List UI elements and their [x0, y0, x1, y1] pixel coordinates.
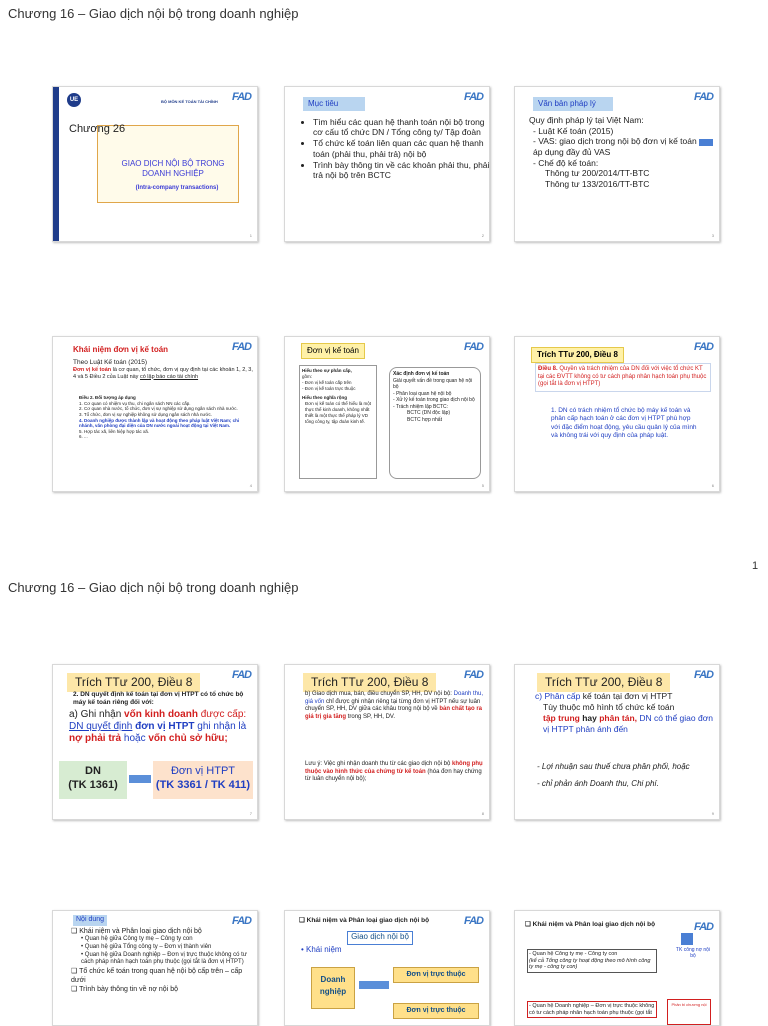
slide-2	[284, 86, 490, 242]
slide-number: 1	[249, 233, 252, 238]
slide-title: Khái niệm đơn vị kế toán	[73, 345, 169, 354]
fad-logo: FAD	[232, 341, 251, 353]
option-item: - Lợi nhuận sau thuế chưa phân phối, hoặc	[537, 762, 690, 771]
determine-sub: BCTC (DN độc lập)	[407, 410, 451, 416]
arrow-right-icon	[699, 139, 713, 146]
article-item: 5. Hợp tác xã, liên hiệp hợp tác xã.	[79, 428, 149, 434]
vas-result: áp dụng đầy đủ VAS	[533, 146, 611, 157]
slide-number: 7	[249, 811, 252, 816]
slide-1	[52, 86, 258, 242]
contents-item: • Quan hệ giữa Công ty mẹ – Công ty con	[81, 936, 193, 943]
objective-item: • Tổ chức kế toán liên quan các quan hệ thanh toán (phải thu, phải trả) nội bộ	[313, 138, 490, 158]
contents-item: • Quan hệ giữa Tổng công ty – Đơn vị thành viên	[81, 943, 212, 950]
page-number: 1	[752, 560, 759, 572]
article-item: 4. Doanh nghiệp được thành lập và hoạt động theo pháp luật Việt Nam; chi nhánh, văn phòng đại diện của DN nước ngoài hoạt động tại Việt Nam.	[79, 417, 240, 429]
hierarchy-title: Hiểu theo sự phân cấp,	[302, 368, 352, 373]
slide-number: 5	[481, 483, 484, 488]
legal-regime: - Chế độ kế toán:	[533, 157, 599, 168]
contents	[71, 927, 255, 995]
slide-title: Trích TTư 200, Điều 8	[67, 673, 200, 692]
contents-heading: ❑ Tổ chức kế toán trong quan hệ nội bộ cấp trên – cấp dưới	[71, 968, 243, 985]
slide-title: Trích TTư 200, Điều 8	[303, 673, 436, 692]
hierarchy-box	[299, 365, 377, 479]
slide-title: Trích TTư 200, Điều 8	[537, 673, 670, 692]
broad-title: Hiểu theo nghĩa rộng	[302, 395, 347, 401]
slide-title: Văn bản pháp lý	[533, 97, 613, 111]
slide-title: Nội dung	[73, 915, 107, 926]
slide-subtitle: (Intra-company transactions)	[135, 185, 219, 191]
slide-7	[52, 664, 258, 820]
determine-box	[389, 367, 481, 479]
article-box	[79, 395, 249, 440]
options	[537, 761, 713, 789]
fad-logo: FAD	[232, 915, 251, 927]
objective-item: • Trình bày thông tin về các khoản phải thu, phải trả nội bộ trên BCTC	[313, 160, 490, 180]
clause-b: b) Giao dịch mua, bán, điều chuyển SP, HH, DV nội bộ: Doanh thu, giá vốn chỉ được ghi nhận riêng tại từng đơn vị HTPT nếu sự luân chuyển SP, HH, DV giữa các khâu trong nội bộ về bản chất tạo ra giá trị gia tăng trong SP, HH, DV.	[305, 691, 484, 720]
art-body: Quyền và trách nhiệm của DN đối với việc tổ chức KT tại các ĐVTT không có tư cách pháp nhân hạch toán phụ thuộc (gọi tắt là đơn vị HTPT)	[538, 366, 707, 387]
note: Lưu ý: Việc ghi nhận doanh thu từ các giao dịch nội bộ không phụ thuộc vào hình thức của chứng từ kế toán (hóa đơn hay chứng từ luân chuyển nội bộ);	[305, 761, 483, 782]
slide-number: 4	[249, 483, 252, 488]
slide-8	[284, 664, 490, 820]
def-rest: là cơ quan, tổ chức, đơn vị quy định tại các khoản 1, 2, 3, 4 và 5 Điều 2 của Luật này	[73, 367, 253, 380]
legal-vas	[529, 136, 715, 157]
fad-logo: FAD	[694, 921, 713, 933]
university-logo: UE	[67, 93, 81, 107]
bullet-concept: • Khái niệm	[301, 945, 342, 954]
fad-logo: FAD	[232, 669, 251, 681]
broad-body: Đơn vị kế toán có thể hiểu là một thực thể kinh doanh, không nhất thiết là một thực thể pháp lý VD tổng công ty, tập đoàn kinh tế.	[305, 401, 371, 424]
slide-6	[514, 336, 720, 492]
def-term: Đơn vị kế toán	[73, 367, 112, 373]
clause-2: 2. DN quyết định kế toán tại đơn vị HTPT có tổ chức bộ máy kế toán riêng đối với:	[73, 691, 244, 706]
determine-body: Giải quyết vấn đề trong quan hệ nội bộ	[393, 377, 473, 390]
objective-item: • Tìm hiểu các quan hệ thanh toán nội bộ trong cơ cấu tổ chức DN / Tổng công ty/ Tập đoàn	[313, 117, 490, 137]
slide-11	[284, 910, 490, 1026]
slide-side-bar	[53, 87, 59, 241]
fad-logo: FAD	[464, 91, 483, 103]
unit-box: Đơn vị trực thuộc	[393, 1003, 479, 1019]
fad-logo: FAD	[694, 669, 713, 681]
slide-4	[52, 336, 258, 492]
article-item: 6. ...	[79, 434, 88, 440]
article-title: Điều 2. Đối tượng áp dụng	[79, 395, 136, 400]
arrow-down-icon	[681, 933, 693, 945]
art-label: Điều 8.	[538, 366, 558, 372]
law-ref: Theo Luật Kế toán (2015)	[73, 359, 148, 366]
side-note: Phân bi chương nội	[667, 999, 711, 1025]
option-item: - chỉ phản ánh Doanh thu, Chi phí.	[537, 779, 659, 789]
slide-10	[52, 910, 258, 1026]
internal-account-label: TK công nợ nội bộ	[675, 947, 711, 960]
hierarchy-sub: gồm:	[302, 373, 313, 379]
determine-title: Xác định đơn vị kế toán	[393, 371, 450, 377]
enterprise-unit-box: - Quan hệ Doanh nghiệp – Đơn vị trực thuộc không có tư cách pháp nhân hạch toán phụ thuộc (gọi tắt	[527, 1001, 657, 1018]
determine-item: - Phân loại quan hệ nội bộ	[393, 390, 452, 397]
fad-logo: FAD	[464, 669, 483, 681]
article-8-box	[535, 363, 711, 392]
contents-heading: ❑ Trình bày thông tin về nợ nội bộ	[71, 986, 178, 994]
objectives-list	[301, 117, 490, 181]
slide-number: 6	[711, 483, 714, 488]
page-header: Chương 16 – Giao dịch nội bộ trong doanh nghiệp	[8, 6, 299, 21]
legal-tt200: Thông tư 200/2014/TT-BTC	[545, 168, 650, 179]
article-item: 2. Cơ quan nhà nước, tổ chức, đơn vị sự nghiệp sử dụng ngân sách nhà nước.	[79, 406, 238, 412]
clause-c: c) Phân cấp kế toán tại đơn vị HTPT Tùy thuộc mô hình tổ chức kế toán tập trung hay phân tán, DN có thể giao đơn vị HTPT phản ánh đến	[535, 691, 714, 735]
slide-title: Trích TTư 200, Điều 8	[531, 347, 624, 363]
definition	[73, 367, 253, 380]
slide-number: 8	[481, 811, 484, 816]
arrow-icon	[359, 981, 389, 989]
legal-law: - Luật Kế toán (2015)	[533, 125, 614, 136]
fad-logo: FAD	[694, 91, 713, 103]
center-label: Giao dịch nội bộ	[347, 931, 413, 945]
vas-text: - VAS: giao dịch trong nội bộ đơn vị kế toán	[533, 136, 697, 147]
parent-sub-box: - Quan hệ Công ty mẹ - Công ty con (kể cả Tổng công ty hoạt động theo mô hình công ty mẹ - công ty con)	[527, 949, 657, 973]
determine-item: - Trách nhiệm lập BCTC:	[393, 403, 449, 410]
legal-text	[529, 115, 715, 189]
def-link: có lập báo cáo tài chính	[139, 373, 199, 380]
unit-box: Đơn vị trực thuộc	[393, 967, 479, 983]
double-arrow-icon	[129, 775, 151, 783]
dept-name: BỘ MÔN KẾ TOÁN TÀI CHÍNH	[161, 99, 218, 104]
htpt-box: Đơn vị HTPT (TK 3361 / TK 411)	[153, 761, 253, 799]
slide-5	[284, 336, 490, 492]
fad-logo: FAD	[464, 915, 483, 927]
fad-logo: FAD	[694, 341, 713, 353]
slide-title: GIAO DỊCH NỘI BỘ TRONG DOANH NGHIỆP	[121, 159, 225, 178]
slide-title: Đơn vị kế toán	[301, 343, 365, 359]
article-item: 1. Cơ quan có nhiệm vụ thu, chi ngân sách NN các cấp.	[79, 400, 191, 406]
hierarchy-item: - Đơn vị kế toán cấp trên	[302, 379, 352, 385]
article-item: 3. Tổ chức, đơn vị sự nghiệp không sử dụng ngân sách nhà nước.	[79, 411, 212, 417]
slide-number: 2	[481, 233, 484, 238]
slide-title: ❑ Khái niệm và Phân loại giao dịch nội bộ	[525, 921, 656, 928]
contents-heading: ❑ Khái niệm và Phân loại giao dịch nội bộ	[71, 928, 202, 935]
legal-intro: Quy định pháp lý tại Việt Nam:	[529, 115, 644, 125]
slide-9	[514, 664, 720, 820]
page-header-2: Chương 16 – Giao dịch nội bộ trong doanh nghiệp	[8, 580, 299, 595]
slide-12	[514, 910, 720, 1026]
dn-box: DN (TK 1361)	[59, 761, 127, 799]
fad-logo: FAD	[232, 91, 251, 103]
chapter-label: Chương 26	[69, 123, 126, 135]
slide-number: 3	[711, 233, 714, 238]
legal-tt133: Thông tư 133/2016/TT-BTC	[545, 178, 650, 189]
clause-1: 1. DN có trách nhiệm tổ chức bộ máy kế toán và phân cấp hạch toán ở các đơn vị HTPT phù hợp với đặc điểm hoạt động, yêu cầu quản lý của mình và không trái với quy định của pháp luật.	[551, 407, 697, 440]
clause-2a: a) Ghi nhận vốn kinh doanh được cấp: DN quyết định đơn vị HTPT ghi nhận là nợ phải trả hoặc vốn chủ sở hữu;	[69, 709, 247, 744]
hierarchy-item: - Đơn vị kế toán trực thuộc	[302, 385, 356, 391]
slide-title: Mục tiêu	[303, 97, 365, 111]
slide-3	[514, 86, 720, 242]
fad-logo: FAD	[464, 341, 483, 353]
determine-item: - Xử lý kế toán trong giao dịch nội bộ	[393, 397, 475, 403]
determine-sub: BCTC hợp nhất	[407, 416, 442, 423]
contents-item: • Quan hệ giữa Doanh nghiệp – Đơn vị trực thuộc không có tư cách pháp nhân hạch toán phụ thuộc (gọi tắt là đơn vị HTPT)	[81, 951, 247, 966]
slide-number: 9	[711, 811, 714, 816]
slide-title: ❑ Khái niệm và Phân loại giao dịch nội bộ	[299, 917, 430, 924]
enterprise-box: Doanh nghiệp	[311, 967, 355, 1009]
